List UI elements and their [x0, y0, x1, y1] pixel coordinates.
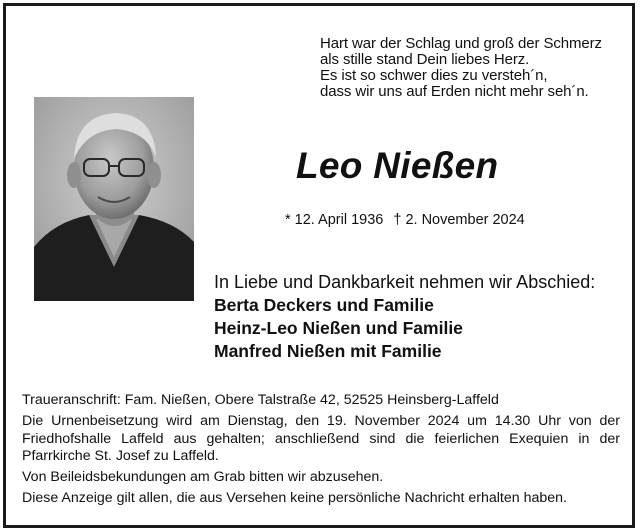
poem-line: als stille stand Dein liebes Herz. [320, 51, 530, 68]
portrait-photo [34, 97, 194, 301]
poem-line: Es ist so schwer dies zu versteh´n, [320, 67, 548, 84]
birth-date: * 12. April 1936 [285, 212, 384, 228]
deceased-name: Leo Nießen [296, 145, 499, 186]
footer-info [22, 392, 620, 512]
condolence-note: Von Beileidsbekundungen am Grab bitten wir abzusehen. [22, 469, 384, 486]
poem [320, 36, 602, 100]
mourning-address: Traueranschrift: Fam. Nießen, Obere Talstraße 42, 52525 Heinsberg-Laffeld [22, 392, 499, 408]
family-name: Manfred Nießen mit Familie [214, 341, 442, 361]
life-dates [285, 212, 525, 228]
family-name: Heinz-Leo Nießen und Familie [214, 318, 463, 338]
death-date: † 2. November 2024 [393, 212, 525, 228]
family-name: Berta Deckers und Familie [214, 295, 434, 315]
poem-line: dass wir uns auf Erden nicht mehr seh´n. [320, 83, 589, 100]
notice-note: Diese Anzeige gilt allen, die aus Versehen keine persönliche Nachricht erhalten haben. [22, 490, 567, 507]
farewell-text: In Liebe und Dankbarkeit nehmen wir Abschied: [214, 272, 596, 292]
poem-line: Hart war der Schlag und groß der Schmerz [320, 35, 602, 52]
ceremony-details: Die Urnenbeisetzung wird am Dienstag, den 19. November 2024 um 14.30 Uhr von der Friedhofshalle Laffeld aus gehalten; anschließend sind die feierlichen Exequien in der Pfarrkirche St. Josef zu Laffeld. [22, 413, 620, 464]
family-list [214, 294, 463, 363]
